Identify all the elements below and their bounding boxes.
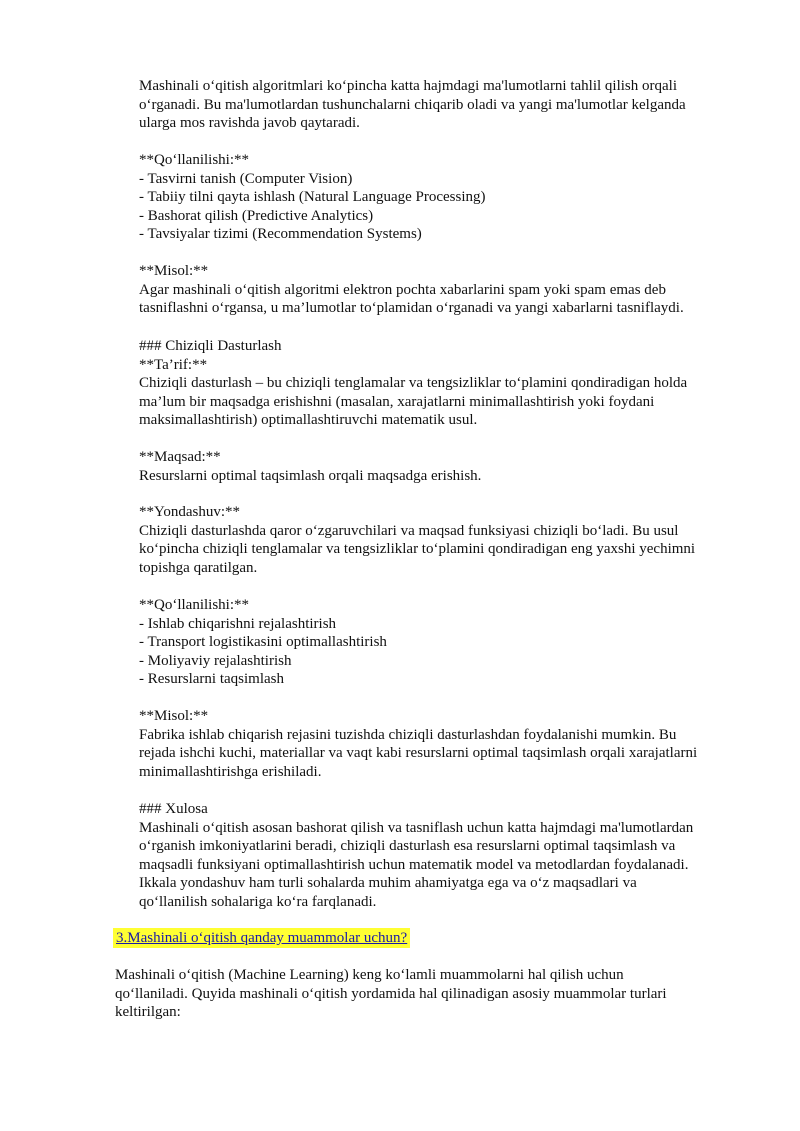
list-item: - Moliyaviy rejalashtirish: [139, 652, 292, 669]
text-line: Chiziqli dasturlash – bu chiziqli tenglamalar va tengsizliklar to‘plamini qondiradigan holda: [139, 375, 688, 392]
section-heading: **Misol:**: [139, 708, 209, 724]
list-item: - Bashorat qilish (Predictive Analytics): [139, 207, 374, 224]
lp-approach-section: [139, 503, 764, 577]
text-line: Resurslarni optimal taqsimlash orqali maqsadga erishish.: [139, 467, 482, 484]
text-line: qo‘llaniladi. Quyida mashinali o‘qitish yordamida hal qilinadigan asosiy muammolar turlari: [115, 985, 667, 1002]
text-line: Agar mashinali o‘qitish algoritmi elektron pochta xabarlarini spam yoki spam emas deb: [139, 281, 666, 298]
lp-goal-section: [139, 448, 764, 485]
list-item: - Transport logistikasini optimallashtirish: [139, 634, 387, 651]
section-heading: **Qo‘llanilishi:**: [139, 597, 249, 613]
text-line: ko‘pincha chiziqli tenglamalar va tengsizliklar to‘plamini qondiradigan eng yaxshi yechimni: [139, 541, 696, 558]
text-line: ularga mos ravishda javob qaytaradi.: [139, 115, 360, 132]
text-line: qo‘llanilish sohalariga ko‘ra farqlanadi.: [139, 893, 377, 910]
text-line: keltirilgan:: [115, 1004, 181, 1021]
text-line: Ikkala yondashuv ham turli sohalarda muhim ahamiyatga ega va o‘z maqsadlari va: [139, 875, 637, 892]
text-line: Mashinali o‘qitish algoritmlari ko‘pincha katta hajmdagi ma'lumotlarni tahlil qilish orqali: [139, 78, 678, 94]
text-line: ma’lum bir maqsadga erishishni (masalan, xarajatlarni minimallashtirish yoki foydani: [139, 393, 655, 410]
text-line: rejada ishchi kuchi, materiallar va vaqt kabi resurslarni optimal taqsimlash orqali xarajatlarni: [139, 745, 698, 762]
lp-usage-section: [139, 596, 764, 689]
text-line: Fabrika ishlab chiqarish rejasini tuzishda chiziqli dasturlashdan foydalanishi mumkin. Bu: [139, 726, 677, 743]
section-heading: **Ta’rif:**: [139, 356, 208, 373]
text-line: maksimallashtirish) optimallashtiruvchi matematik usul.: [139, 412, 478, 429]
lp-example-section: [139, 707, 764, 781]
section-heading: **Qo‘llanilishi:**: [139, 152, 249, 168]
text-line: topishga qaratilgan.: [139, 559, 258, 576]
section-title: ### Chiziqli Dasturlash: [139, 338, 282, 354]
text-line: maqsadli funksiyani optimallashtirish uchun matematik model va metodlardan foydalanadi.: [139, 856, 689, 873]
ml-intro-paragraph: [139, 77, 764, 133]
section-title: ### Xulosa: [139, 801, 208, 817]
text-line: minimallashtirishga erishiladi.: [139, 763, 322, 780]
text-line: o‘rganadi. Bu ma'lumotlardan tushunchalarni chiqarib oladi va yangi ma'lumotlar kelganda: [139, 96, 686, 113]
final-paragraph: [115, 966, 765, 1022]
ml-example-section: [139, 262, 764, 318]
section-heading: **Maqsad:**: [139, 449, 221, 465]
list-item: - Ishlab chiqarishni rejalashtirish: [139, 615, 337, 632]
section-heading: **Yondashuv:**: [139, 504, 240, 520]
text-line: Mashinali o‘qitish asosan bashorat qilish va tasniflash uchun katta hajmdagi ma'lumotlardan: [139, 819, 694, 836]
conclusion-section: [139, 800, 764, 912]
lp-definition-section: [139, 337, 764, 430]
list-item: - Tasvirni tanish (Computer Vision): [139, 170, 353, 187]
list-item: - Resurslarni taqsimlash: [139, 671, 284, 688]
text-line: Chiziqli dasturlashda qaror o‘zgaruvchilari va maqsad funksiyasi chiziqli bo‘ladi. Bu usul: [139, 522, 679, 539]
ml-usage-section: [139, 151, 764, 244]
text-line: o‘rganish imkoniyatlarini beradi, chiziqli dasturlash esa resurslarni optimal taqsimlash va: [139, 838, 676, 855]
question-heading-link[interactable]: 3.Mashinali o‘qitish qanday muammolar uchun?: [113, 928, 410, 948]
section-heading: **Misol:**: [139, 263, 209, 279]
text-line: tasniflashni o‘rgansa, u ma’lumotlar to‘plamidan o‘rganadi va yangi xabarlarni tasniflaydi.: [139, 300, 684, 317]
list-item: - Tavsiyalar tizimi (Recommendation Systems): [139, 226, 422, 243]
list-item: - Tabiiy tilni qayta ishlash (Natural Language Processing): [139, 189, 486, 206]
text-line: Mashinali o‘qitish (Machine Learning) keng ko‘lamli muammolarni hal qilish uchun: [115, 967, 624, 983]
